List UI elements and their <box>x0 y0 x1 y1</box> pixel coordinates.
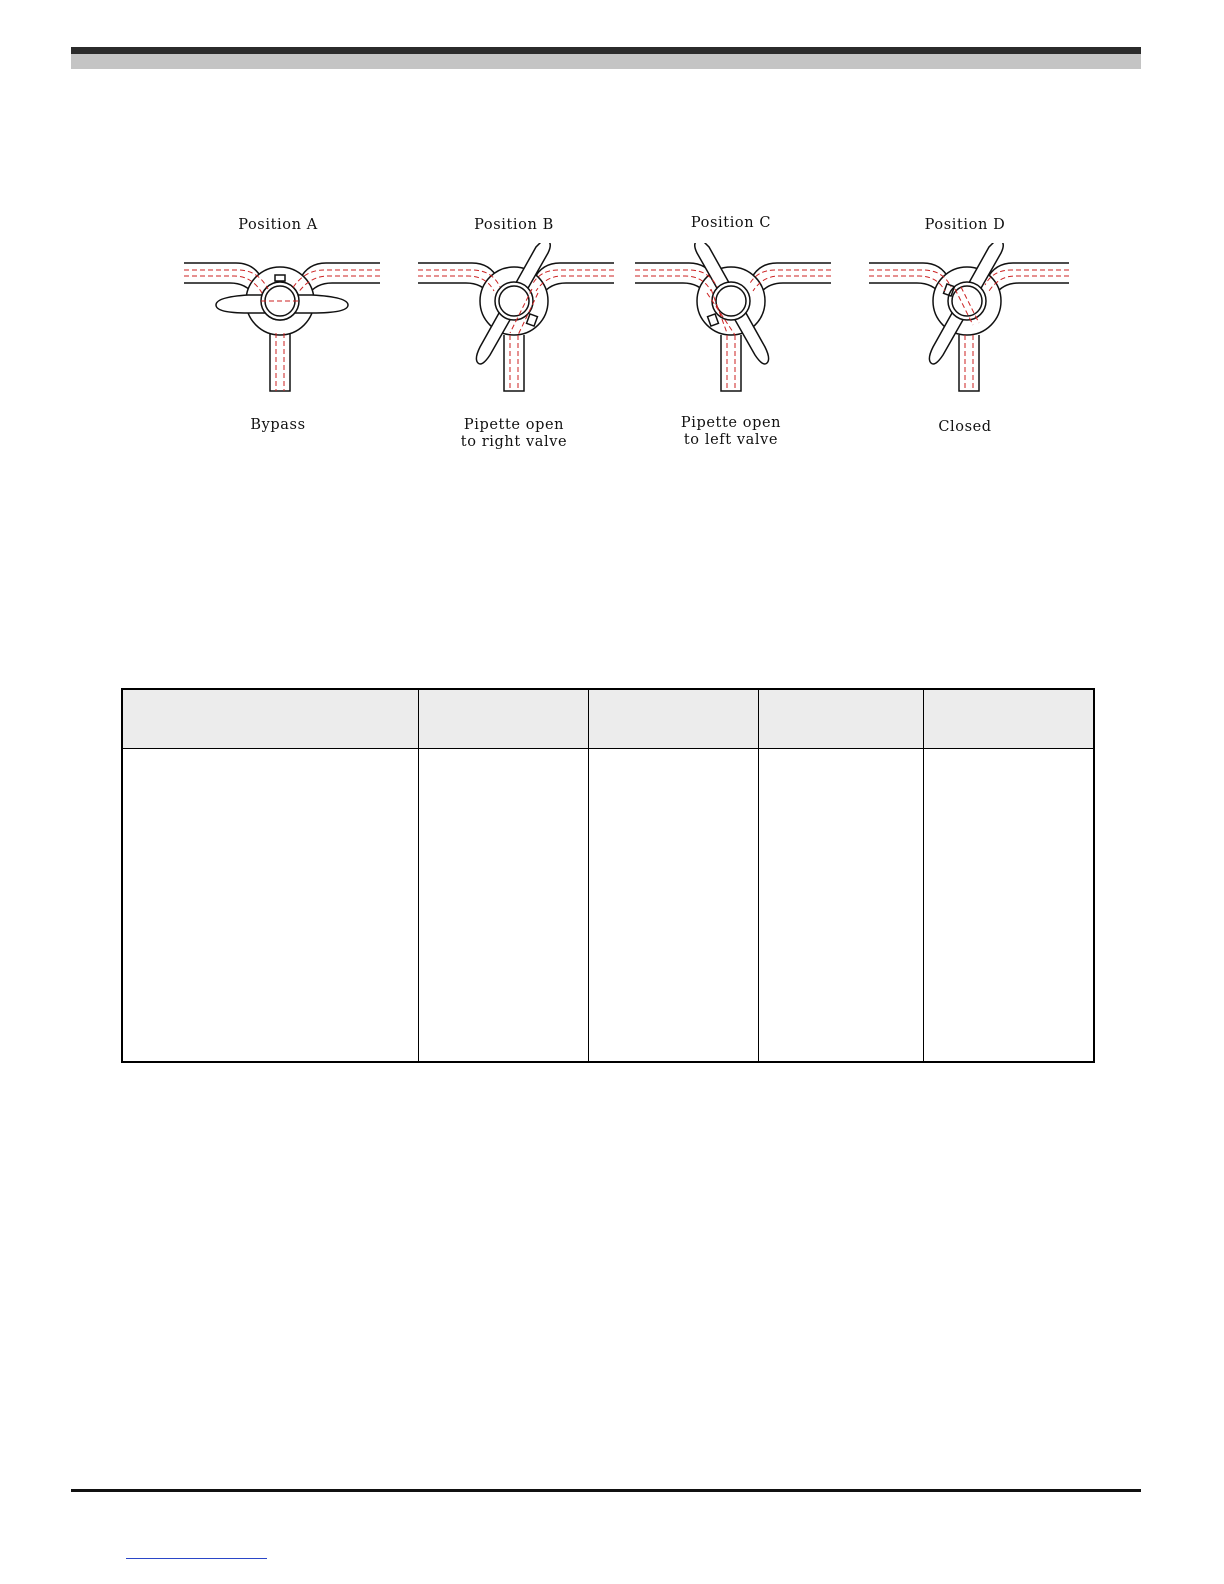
positions-table <box>121 688 1095 1063</box>
valve-caption <box>845 419 1085 436</box>
table-row <box>122 749 1094 1063</box>
caption-line: Closed <box>938 419 992 435</box>
caption-line: Pipette open <box>680 415 782 431</box>
valve-position-b <box>394 205 634 465</box>
valve-title: Position A <box>238 217 318 233</box>
table-cell <box>589 749 759 1063</box>
stopcock-closed-icon <box>845 243 1085 403</box>
header-rule-dark <box>71 47 1141 54</box>
table-cell <box>924 749 1095 1063</box>
table-header-cell <box>924 689 1095 749</box>
table-header-cell <box>589 689 759 749</box>
stopcock-left-icon <box>611 243 851 403</box>
valve-caption <box>158 417 398 434</box>
valve-title: Position D <box>924 217 1006 233</box>
stopcock-bypass-icon <box>158 243 398 403</box>
valve-position-a <box>158 205 398 465</box>
valve-position-c <box>611 205 851 465</box>
table-cell <box>759 749 924 1063</box>
caption-line: to right valve <box>460 434 568 450</box>
valve-caption <box>394 417 634 451</box>
footer-rule <box>71 1489 1141 1492</box>
caption-line: Pipette open <box>463 417 565 433</box>
table-header-cell <box>419 689 589 749</box>
table-cell <box>419 749 589 1063</box>
valve-title: Position C <box>690 215 772 231</box>
caption-line: to left valve <box>683 432 779 448</box>
table-header-row <box>122 689 1094 749</box>
valve-position-d <box>845 205 1085 465</box>
valve-title: Position B <box>474 217 554 233</box>
caption-line: Bypass <box>250 417 306 433</box>
stopcock-right-icon <box>394 243 634 403</box>
table-cell <box>122 749 419 1063</box>
table-header-cell <box>759 689 924 749</box>
table-header-cell <box>122 689 419 749</box>
footer-link-underline[interactable] <box>126 1558 267 1559</box>
valve-caption <box>611 415 851 449</box>
header-rule-light <box>71 54 1141 69</box>
